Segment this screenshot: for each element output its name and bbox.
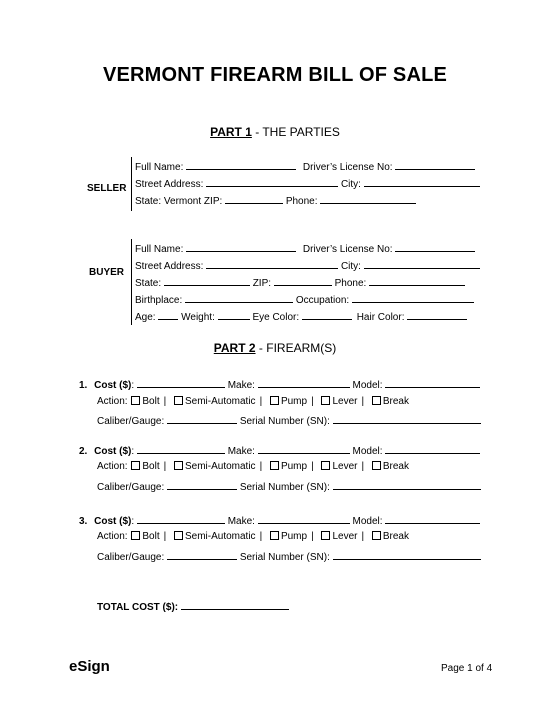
seller-license-input[interactable] bbox=[395, 160, 475, 170]
firearm-1-action-label: Action: bbox=[97, 396, 128, 407]
firearm-1-serial-label: Serial Number (SN): bbox=[239, 416, 330, 427]
firearm-1-row-cost bbox=[79, 378, 480, 391]
total-cost-row bbox=[97, 600, 289, 613]
buyer-label: BUYER bbox=[89, 267, 125, 278]
firearm-2-action-label: Action: bbox=[97, 461, 128, 472]
separator: | bbox=[259, 531, 263, 542]
part2-dash: - bbox=[255, 341, 267, 355]
buyer-birthplace-label: Birthplace: bbox=[135, 295, 183, 306]
firearm-1-caliber-label: Caliber/Gauge: bbox=[97, 416, 165, 427]
firearm-2-row-caliber bbox=[97, 480, 481, 493]
part1-title: THE PARTIES bbox=[262, 125, 340, 139]
buyer-zip-input[interactable] bbox=[274, 276, 332, 286]
buyer-row-physical bbox=[135, 310, 467, 323]
part1-dash: - bbox=[251, 125, 263, 139]
esign-logo: eSign bbox=[69, 658, 110, 675]
buyer-license-label: Driver’s License No: bbox=[302, 244, 393, 255]
separator: | bbox=[311, 461, 314, 472]
seller-zip-input[interactable] bbox=[225, 194, 283, 204]
separator: | bbox=[361, 396, 365, 407]
firearm-3-model-input[interactable] bbox=[385, 514, 480, 524]
buyer-zip-label: ZIP: bbox=[252, 278, 272, 289]
seller-row-state bbox=[135, 194, 416, 207]
firearm-1-lever-label: Lever bbox=[332, 396, 358, 407]
buyer-row-state bbox=[135, 276, 465, 289]
firearm-3-semi-label: Semi-Automatic bbox=[184, 531, 256, 542]
firearm-3-pump-label: Pump bbox=[280, 531, 308, 542]
buyer-license-input[interactable] bbox=[395, 242, 475, 252]
firearm-3-cost-input[interactable] bbox=[137, 514, 225, 524]
buyer-row-address bbox=[135, 259, 480, 272]
firearm-3-semi-checkbox[interactable] bbox=[174, 531, 183, 540]
firearm-2-pump-checkbox[interactable] bbox=[270, 461, 279, 470]
buyer-age-label: Age: bbox=[135, 312, 156, 323]
buyer-birthplace-input[interactable] bbox=[185, 293, 293, 303]
firearm-2-make-label: Make: bbox=[227, 446, 255, 457]
separator: | bbox=[259, 396, 263, 407]
firearm-3-caliber-input[interactable] bbox=[167, 550, 237, 560]
firearm-2-caliber-label: Caliber/Gauge: bbox=[97, 482, 165, 493]
firearm-1-bolt-label: Bolt bbox=[142, 396, 160, 407]
firearm-1-model-label: Model: bbox=[352, 380, 383, 391]
total-cost-label: TOTAL COST ($): bbox=[97, 602, 179, 613]
seller-license-label: Driver’s License No: bbox=[302, 162, 393, 173]
buyer-city-label: City: bbox=[340, 261, 361, 272]
separator: | bbox=[311, 396, 314, 407]
firearm-1-make-input[interactable] bbox=[258, 378, 350, 388]
firearm-3-pump-checkbox[interactable] bbox=[270, 531, 279, 540]
buyer-occupation-input[interactable] bbox=[352, 293, 474, 303]
firearm-1-bolt-checkbox[interactable] bbox=[131, 396, 140, 405]
firearm-1-number: 1. bbox=[79, 380, 88, 391]
firearm-2-lever-checkbox[interactable] bbox=[321, 461, 330, 470]
firearm-1-serial-input[interactable] bbox=[333, 414, 481, 424]
firearm-1-row-action bbox=[97, 396, 409, 407]
firearm-2-serial-input[interactable] bbox=[333, 480, 481, 490]
firearm-1-model-input[interactable] bbox=[385, 378, 480, 388]
seller-full-name-input[interactable] bbox=[186, 160, 296, 170]
buyer-age-input[interactable] bbox=[158, 310, 178, 320]
part1-label: PART 1 bbox=[210, 125, 252, 139]
buyer-state-input[interactable] bbox=[164, 276, 250, 286]
firearm-2-serial-label: Serial Number (SN): bbox=[239, 482, 330, 493]
seller-state-zip-label: State: Vermont ZIP: bbox=[135, 196, 223, 207]
firearm-3-bolt-checkbox[interactable] bbox=[131, 531, 140, 540]
firearm-1-break-checkbox[interactable] bbox=[372, 396, 381, 405]
firearm-1-make-label: Make: bbox=[227, 380, 255, 391]
buyer-occupation-label: Occupation: bbox=[295, 295, 350, 306]
separator: | bbox=[311, 531, 314, 542]
firearm-1-semi-label: Semi-Automatic bbox=[184, 396, 256, 407]
firearm-2-model-input[interactable] bbox=[385, 444, 480, 454]
seller-street-input[interactable] bbox=[206, 177, 338, 187]
firearm-2-break-label: Break bbox=[382, 461, 409, 472]
part2-label: PART 2 bbox=[213, 341, 256, 355]
buyer-weight-label: Weight: bbox=[181, 312, 215, 323]
firearm-2-semi-label: Semi-Automatic bbox=[184, 461, 256, 472]
firearm-3-action-label: Action: bbox=[97, 531, 128, 542]
firearm-2-pump-label: Pump bbox=[280, 461, 308, 472]
buyer-hair-color-label: Hair Color: bbox=[356, 312, 405, 323]
separator: | bbox=[163, 396, 167, 407]
buyer-street-input[interactable] bbox=[206, 259, 338, 269]
firearm-3-lever-checkbox[interactable] bbox=[321, 531, 330, 540]
firearm-3-caliber-label: Caliber/Gauge: bbox=[97, 552, 165, 563]
seller-bracket bbox=[131, 157, 132, 211]
firearm-3-row-caliber bbox=[97, 550, 481, 563]
firearm-3-make-input[interactable] bbox=[258, 514, 350, 524]
page-number: Page 1 of 4 bbox=[441, 663, 493, 674]
firearm-1-cost-input[interactable] bbox=[137, 378, 225, 388]
firearm-2-row-cost bbox=[79, 444, 480, 457]
firearm-3-cost-colon: : bbox=[131, 516, 135, 527]
firearm-1-lever-checkbox[interactable] bbox=[321, 396, 330, 405]
firearm-2-bolt-checkbox[interactable] bbox=[131, 461, 140, 470]
firearm-1-break-label: Break bbox=[382, 396, 409, 407]
firearm-3-lever-label: Lever bbox=[332, 531, 358, 542]
buyer-weight-input[interactable] bbox=[218, 310, 250, 320]
buyer-bracket bbox=[131, 239, 132, 325]
firearm-3-cost-label: Cost ($) bbox=[94, 516, 132, 527]
firearm-2-cost-label: Cost ($) bbox=[94, 446, 132, 457]
firearm-1-semi-checkbox[interactable] bbox=[174, 396, 183, 405]
separator: | bbox=[361, 531, 365, 542]
seller-row-name bbox=[135, 160, 475, 173]
firearm-3-make-label: Make: bbox=[227, 516, 255, 527]
firearm-1-caliber-input[interactable] bbox=[167, 414, 237, 424]
firearm-2-semi-checkbox[interactable] bbox=[174, 461, 183, 470]
firearm-2-break-checkbox[interactable] bbox=[372, 461, 381, 470]
firearm-1-cost-colon: : bbox=[131, 380, 135, 391]
seller-row-address bbox=[135, 177, 480, 190]
seller-full-name-label: Full Name: bbox=[135, 162, 184, 173]
seller-city-input[interactable] bbox=[364, 177, 480, 187]
firearm-2-bolt-label: Bolt bbox=[142, 461, 160, 472]
firearm-3-bolt-label: Bolt bbox=[142, 531, 160, 542]
part2-title: FIREARM(S) bbox=[266, 341, 337, 355]
buyer-eye-color-label: Eye Color: bbox=[252, 312, 300, 323]
separator: | bbox=[163, 461, 167, 472]
seller-street-label: Street Address: bbox=[135, 179, 204, 190]
firearm-1-cost-label: Cost ($) bbox=[94, 380, 132, 391]
firearm-3-row-action bbox=[97, 531, 409, 542]
firearm-2-cost-colon: : bbox=[131, 446, 135, 457]
buyer-row-birthplace bbox=[135, 293, 474, 306]
seller-phone-label: Phone: bbox=[285, 196, 318, 207]
part1-heading bbox=[0, 125, 550, 139]
firearm-3-break-label: Break bbox=[382, 531, 409, 542]
firearm-3-model-label: Model: bbox=[352, 516, 383, 527]
firearm-2-caliber-input[interactable] bbox=[167, 480, 237, 490]
firearm-2-number: 2. bbox=[79, 446, 88, 457]
firearm-2-lever-label: Lever bbox=[332, 461, 358, 472]
part2-heading bbox=[0, 341, 550, 355]
separator: | bbox=[163, 531, 167, 542]
buyer-phone-input[interactable] bbox=[369, 276, 465, 286]
buyer-city-input[interactable] bbox=[364, 259, 480, 269]
firearm-1-pump-label: Pump bbox=[280, 396, 308, 407]
buyer-full-name-label: Full Name: bbox=[135, 244, 184, 255]
seller-label: SELLER bbox=[87, 183, 127, 194]
firearm-2-row-action bbox=[97, 461, 409, 472]
firearm-3-serial-label: Serial Number (SN): bbox=[239, 552, 330, 563]
seller-city-label: City: bbox=[340, 179, 361, 190]
firearm-1-row-caliber bbox=[97, 414, 481, 427]
document-title: VERMONT FIREARM BILL OF SALE bbox=[102, 64, 448, 86]
total-cost-input[interactable] bbox=[181, 600, 289, 610]
buyer-street-label: Street Address: bbox=[135, 261, 204, 272]
buyer-row-name bbox=[135, 242, 475, 255]
firearm-3-break-checkbox[interactable] bbox=[372, 531, 381, 540]
buyer-state-label: State: bbox=[135, 278, 162, 289]
seller-phone-input[interactable] bbox=[320, 194, 416, 204]
buyer-phone-label: Phone: bbox=[334, 278, 367, 289]
separator: | bbox=[259, 461, 263, 472]
buyer-hair-color-input[interactable] bbox=[407, 310, 467, 320]
firearm-3-serial-input[interactable] bbox=[333, 550, 481, 560]
firearm-1-pump-checkbox[interactable] bbox=[270, 396, 279, 405]
firearm-3-row-cost bbox=[79, 514, 480, 527]
separator: | bbox=[361, 461, 365, 472]
firearm-2-model-label: Model: bbox=[352, 446, 383, 457]
buyer-full-name-input[interactable] bbox=[186, 242, 296, 252]
firearm-3-number: 3. bbox=[79, 516, 88, 527]
firearm-2-cost-input[interactable] bbox=[137, 444, 225, 454]
buyer-eye-color-input[interactable] bbox=[302, 310, 352, 320]
firearm-2-make-input[interactable] bbox=[258, 444, 350, 454]
